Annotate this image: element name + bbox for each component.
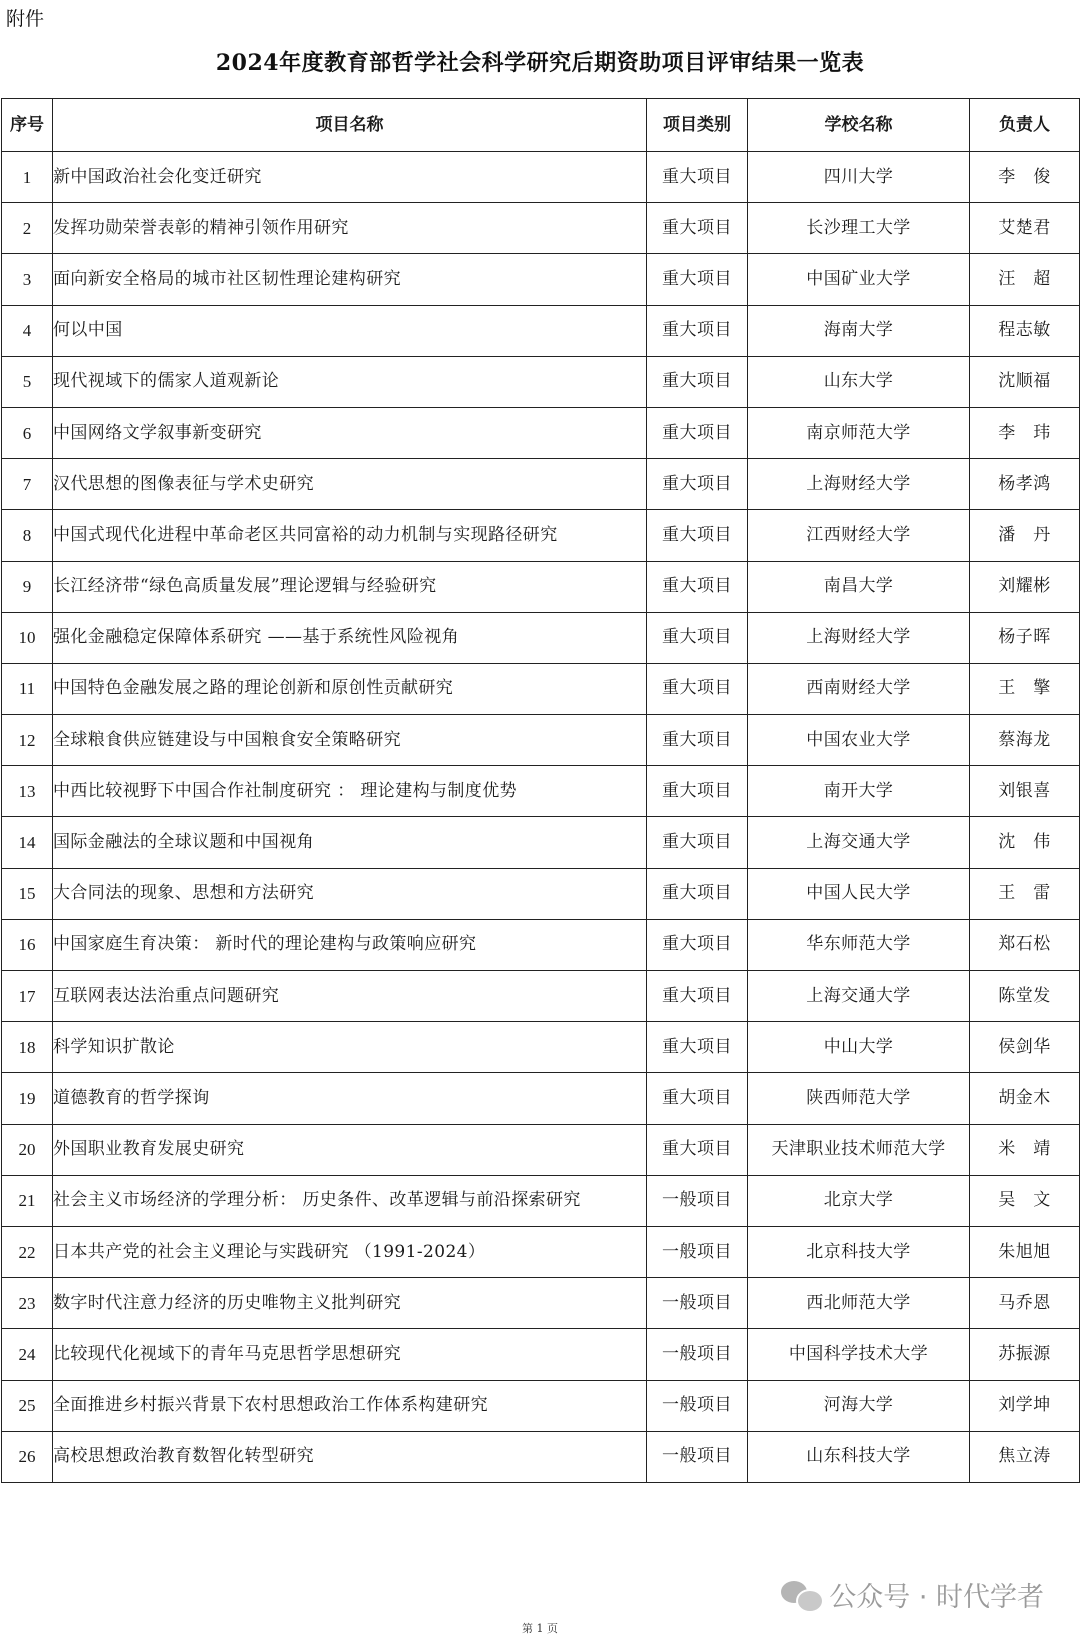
project-leader: 刘学坤 bbox=[970, 1380, 1080, 1431]
project-name: 日本共产党的社会主义理论与实践研究 （1991-2024） bbox=[53, 1226, 647, 1277]
column-header-project-type: 项目类别 bbox=[647, 99, 748, 152]
school-name: 天津职业技术师范大学 bbox=[748, 1124, 970, 1175]
project-leader: 蔡海龙 bbox=[970, 715, 1080, 766]
school-name: 南京师范大学 bbox=[748, 407, 970, 458]
project-leader: 潘 丹 bbox=[970, 510, 1080, 561]
project-leader: 王 擎 bbox=[970, 663, 1080, 714]
column-header-leader: 负责人 bbox=[970, 99, 1080, 152]
project-type: 重大项目 bbox=[647, 1073, 748, 1124]
project-leader: 吴 文 bbox=[970, 1175, 1080, 1226]
project-name: 比较现代化视域下的青年马克思哲学思想研究 bbox=[53, 1329, 647, 1380]
table-row bbox=[2, 663, 1080, 714]
project-leader: 苏振源 bbox=[970, 1329, 1080, 1380]
watermark bbox=[781, 1575, 1044, 1614]
row-number: 23 bbox=[2, 1278, 53, 1329]
table-row bbox=[2, 1124, 1080, 1175]
school-name: 长沙理工大学 bbox=[748, 203, 970, 254]
attachment-label: 附件 bbox=[6, 8, 45, 30]
row-number: 25 bbox=[2, 1380, 53, 1431]
school-name: 上海交通大学 bbox=[748, 971, 970, 1022]
table-row bbox=[2, 1431, 1080, 1482]
project-name: 道德教育的哲学探询 bbox=[53, 1073, 647, 1124]
project-type: 一般项目 bbox=[647, 1329, 748, 1380]
project-name: 社会主义市场经济的学理分析： 历史条件、改革逻辑与前沿探索研究 bbox=[53, 1175, 647, 1226]
school-name: 山东大学 bbox=[748, 356, 970, 407]
project-type: 重大项目 bbox=[647, 868, 748, 919]
project-name: 何以中国 bbox=[53, 305, 647, 356]
row-number: 8 bbox=[2, 510, 53, 561]
project-name: 面向新安全格局的城市社区韧性理论建构研究 bbox=[53, 254, 647, 305]
project-name: 中西比较视野下中国合作社制度研究 ： 理论建构与制度优势 bbox=[53, 766, 647, 817]
project-leader: 米 靖 bbox=[970, 1124, 1080, 1175]
school-name: 西南财经大学 bbox=[748, 663, 970, 714]
row-number: 9 bbox=[2, 561, 53, 612]
table-header-row bbox=[2, 99, 1080, 152]
school-name: 上海财经大学 bbox=[748, 612, 970, 663]
project-leader: 程志敏 bbox=[970, 305, 1080, 356]
project-name: 数字时代注意力经济的历史唯物主义批判研究 bbox=[53, 1278, 647, 1329]
project-type: 重大项目 bbox=[647, 663, 748, 714]
school-name: 四川大学 bbox=[748, 152, 970, 203]
project-name: 中国式现代化进程中革命老区共同富裕的动力机制与实现路径研究 bbox=[53, 510, 647, 561]
project-type: 一般项目 bbox=[647, 1278, 748, 1329]
project-leader: 刘银喜 bbox=[970, 766, 1080, 817]
table-row bbox=[2, 254, 1080, 305]
school-name: 北京大学 bbox=[748, 1175, 970, 1226]
page-title: 2024年度教育部哲学社会科学研究后期资助项目评审结果一览表 bbox=[215, 50, 865, 76]
project-name: 现代视域下的儒家人道观新论 bbox=[53, 356, 647, 407]
project-type: 重大项目 bbox=[647, 817, 748, 868]
school-name: 中国矿业大学 bbox=[748, 254, 970, 305]
project-name: 长江经济带“绿色高质量发展”理论逻辑与经验研究 bbox=[53, 561, 647, 612]
row-number: 22 bbox=[2, 1226, 53, 1277]
table-row bbox=[2, 715, 1080, 766]
project-type: 一般项目 bbox=[647, 1175, 748, 1226]
row-number: 15 bbox=[2, 868, 53, 919]
project-type: 一般项目 bbox=[647, 1431, 748, 1482]
table-row bbox=[2, 407, 1080, 458]
table-row bbox=[2, 1329, 1080, 1380]
table-row bbox=[2, 612, 1080, 663]
row-number: 20 bbox=[2, 1124, 53, 1175]
school-name: 北京科技大学 bbox=[748, 1226, 970, 1277]
project-leader: 焦立涛 bbox=[970, 1431, 1080, 1482]
project-name: 外国职业教育发展史研究 bbox=[53, 1124, 647, 1175]
row-number: 21 bbox=[2, 1175, 53, 1226]
column-header-project-name: 项目名称 bbox=[53, 99, 647, 152]
project-leader: 沈 伟 bbox=[970, 817, 1080, 868]
project-name: 全球粮食供应链建设与中国粮食安全策略研究 bbox=[53, 715, 647, 766]
column-header-school-name: 学校名称 bbox=[748, 99, 970, 152]
table-row bbox=[2, 1175, 1080, 1226]
table-row bbox=[2, 919, 1080, 970]
project-name: 中国网络文学叙事新变研究 bbox=[53, 407, 647, 458]
row-number: 3 bbox=[2, 254, 53, 305]
row-number: 13 bbox=[2, 766, 53, 817]
project-type: 重大项目 bbox=[647, 1124, 748, 1175]
column-header-number: 序号 bbox=[2, 99, 53, 152]
table-row bbox=[2, 766, 1080, 817]
school-name: 华东师范大学 bbox=[748, 919, 970, 970]
project-type: 重大项目 bbox=[647, 715, 748, 766]
project-type: 重大项目 bbox=[647, 1022, 748, 1073]
school-name: 山东科技大学 bbox=[748, 1431, 970, 1482]
row-number: 18 bbox=[2, 1022, 53, 1073]
school-name: 南昌大学 bbox=[748, 561, 970, 612]
row-number: 19 bbox=[2, 1073, 53, 1124]
project-leader: 朱旭旭 bbox=[970, 1226, 1080, 1277]
row-number: 5 bbox=[2, 356, 53, 407]
page-number: 第 1 页 bbox=[522, 1622, 558, 1635]
project-type: 重大项目 bbox=[647, 766, 748, 817]
table-row bbox=[2, 1278, 1080, 1329]
project-leader: 刘耀彬 bbox=[970, 561, 1080, 612]
table-row bbox=[2, 356, 1080, 407]
project-name: 强化金融稳定保障体系研究 ——基于系统性风险视角 bbox=[53, 612, 647, 663]
project-type: 重大项目 bbox=[647, 356, 748, 407]
project-leader: 杨孝鸿 bbox=[970, 459, 1080, 510]
project-leader: 陈堂发 bbox=[970, 971, 1080, 1022]
table-row bbox=[2, 561, 1080, 612]
table-row bbox=[2, 868, 1080, 919]
row-number: 14 bbox=[2, 817, 53, 868]
project-leader: 杨子晖 bbox=[970, 612, 1080, 663]
project-name: 新中国政治社会化变迁研究 bbox=[53, 152, 647, 203]
row-number: 6 bbox=[2, 407, 53, 458]
row-number: 7 bbox=[2, 459, 53, 510]
row-number: 24 bbox=[2, 1329, 53, 1380]
project-type: 重大项目 bbox=[647, 305, 748, 356]
project-name: 全面推进乡村振兴背景下农村思想政治工作体系构建研究 bbox=[53, 1380, 647, 1431]
table-row bbox=[2, 510, 1080, 561]
project-type: 重大项目 bbox=[647, 407, 748, 458]
project-name: 中国家庭生育决策： 新时代的理论建构与政策响应研究 bbox=[53, 919, 647, 970]
project-leader: 沈顺福 bbox=[970, 356, 1080, 407]
table-row bbox=[2, 971, 1080, 1022]
table-row bbox=[2, 305, 1080, 356]
row-number: 16 bbox=[2, 919, 53, 970]
school-name: 南开大学 bbox=[748, 766, 970, 817]
school-name: 中国科学技术大学 bbox=[748, 1329, 970, 1380]
project-name: 汉代思想的图像表征与学术史研究 bbox=[53, 459, 647, 510]
wechat-icon bbox=[781, 1579, 821, 1611]
project-name: 发挥功勋荣誉表彰的精神引领作用研究 bbox=[53, 203, 647, 254]
project-type: 一般项目 bbox=[647, 1380, 748, 1431]
project-leader: 王 雷 bbox=[970, 868, 1080, 919]
school-name: 海南大学 bbox=[748, 305, 970, 356]
project-type: 重大项目 bbox=[647, 152, 748, 203]
school-name: 上海交通大学 bbox=[748, 817, 970, 868]
project-type: 重大项目 bbox=[647, 612, 748, 663]
project-type: 重大项目 bbox=[647, 254, 748, 305]
project-name: 高校思想政治教育数智化转型研究 bbox=[53, 1431, 647, 1482]
row-number: 10 bbox=[2, 612, 53, 663]
project-leader: 郑石松 bbox=[970, 919, 1080, 970]
school-name: 中山大学 bbox=[748, 1022, 970, 1073]
project-leader: 艾楚君 bbox=[970, 203, 1080, 254]
project-leader: 李 俊 bbox=[970, 152, 1080, 203]
project-leader: 李 玮 bbox=[970, 407, 1080, 458]
school-name: 中国农业大学 bbox=[748, 715, 970, 766]
project-leader: 马乔恩 bbox=[970, 1278, 1080, 1329]
table-row bbox=[2, 1073, 1080, 1124]
project-leader: 胡金木 bbox=[970, 1073, 1080, 1124]
results-table bbox=[1, 98, 1080, 1483]
table-row bbox=[2, 1022, 1080, 1073]
project-type: 重大项目 bbox=[647, 971, 748, 1022]
row-number: 26 bbox=[2, 1431, 53, 1482]
table-row bbox=[2, 1380, 1080, 1431]
table-row bbox=[2, 1226, 1080, 1277]
project-name: 互联网表达法治重点问题研究 bbox=[53, 971, 647, 1022]
project-leader: 侯剑华 bbox=[970, 1022, 1080, 1073]
school-name: 西北师范大学 bbox=[748, 1278, 970, 1329]
project-leader: 汪 超 bbox=[970, 254, 1080, 305]
project-type: 重大项目 bbox=[647, 203, 748, 254]
table-row bbox=[2, 203, 1080, 254]
project-type: 重大项目 bbox=[647, 919, 748, 970]
project-type: 重大项目 bbox=[647, 459, 748, 510]
row-number: 1 bbox=[2, 152, 53, 203]
row-number: 11 bbox=[2, 663, 53, 714]
school-name: 河海大学 bbox=[748, 1380, 970, 1431]
table-body bbox=[2, 152, 1080, 1483]
table-row bbox=[2, 152, 1080, 203]
row-number: 4 bbox=[2, 305, 53, 356]
project-name: 科学知识扩散论 bbox=[53, 1022, 647, 1073]
project-name: 大合同法的现象、思想和方法研究 bbox=[53, 868, 647, 919]
school-name: 中国人民大学 bbox=[748, 868, 970, 919]
row-number: 2 bbox=[2, 203, 53, 254]
project-name: 国际金融法的全球议题和中国视角 bbox=[53, 817, 647, 868]
row-number: 12 bbox=[2, 715, 53, 766]
project-type: 重大项目 bbox=[647, 510, 748, 561]
watermark-text: 公众号 · 时代学者 bbox=[829, 1582, 1044, 1613]
project-type: 一般项目 bbox=[647, 1226, 748, 1277]
school-name: 陕西师范大学 bbox=[748, 1073, 970, 1124]
project-type: 重大项目 bbox=[647, 561, 748, 612]
school-name: 上海财经大学 bbox=[748, 459, 970, 510]
table-row bbox=[2, 459, 1080, 510]
project-name: 中国特色金融发展之路的理论创新和原创性贡献研究 bbox=[53, 663, 647, 714]
row-number: 17 bbox=[2, 971, 53, 1022]
school-name: 江西财经大学 bbox=[748, 510, 970, 561]
table-row bbox=[2, 817, 1080, 868]
